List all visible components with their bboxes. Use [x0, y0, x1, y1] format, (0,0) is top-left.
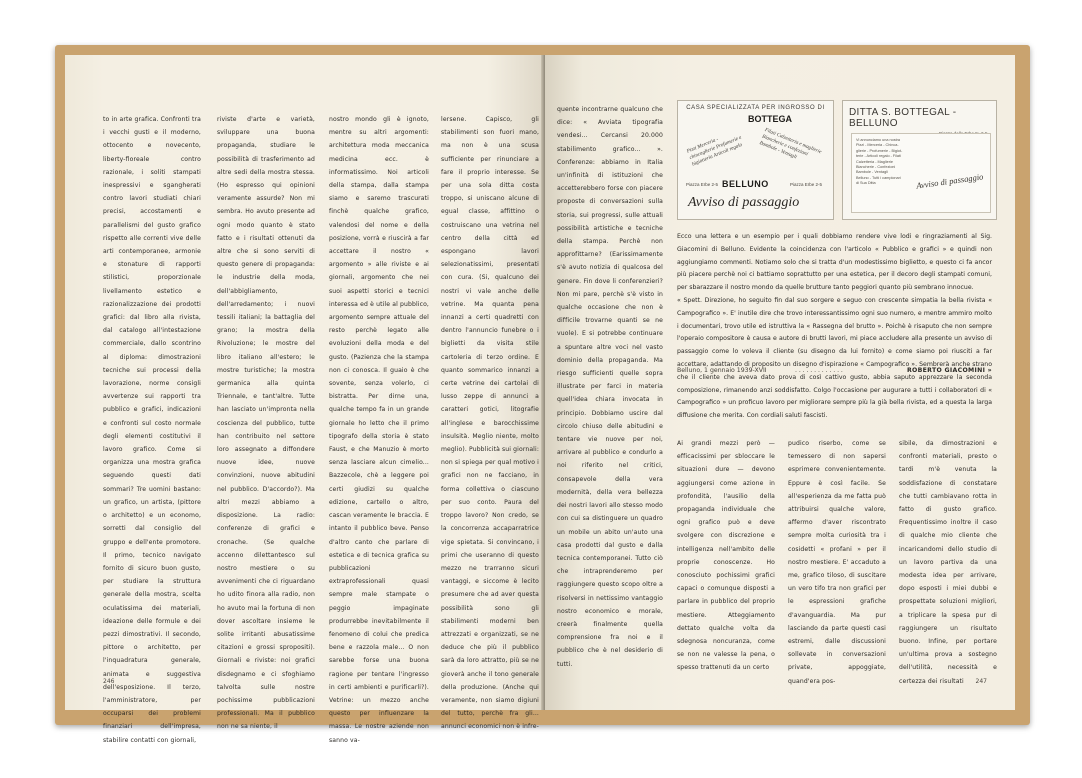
list-item: Calzetteria - Maglierie — [856, 159, 893, 164]
right-column-bottom-2 — [788, 437, 886, 688]
ad-vertical-word: BOTTEGA — [748, 114, 792, 124]
paragraph: nostro mondo gli è ignoto, mentre su altri argomenti: architettura moda meccanica medicina ecc. è informatissimo. Noi articoli della stampa, dalla stampa siamo e saremo trascurati finchè qualche grafico, valendosi del nome e della posizione, vorrà e riuscirà a far accettare il nostro « argomento » alle riviste e ai giornali, argomento che nei suoi aspetti storici e tecnici interessa ed è utile al pubblico, argomento sempre attuale del resto perchè legato alle evoluzioni della moda e del gusto. (Pazienza che la stampa non ci conosca. Il guaio è che sovente, senza volerlo, ci bistratta. Per dirne una, qualche tempo fa in un grande giornale ho letto che il primo tipografo della storia è stato Faust, e che Manuzio è morto senza lasciare alcun cimelio... Bazzecole, chè a leggere poi certi giudizi su qualche edizione, cartello o altro, cascan veramente le braccia. E intanto il pubblico beve. Penso d'altro canto che parlare di estetica e di tecnica grafica su pubblicazioni extraprofessionali quasi sempre male stampate o peggio impaginate produrrebbe inevitabilmente il fenomeno di colui che predica bene e razzola male... O non sarebbe forse una buona ragione per tentare l'ingresso in certi ambienti e purificarli?). Vetrine: un mezzo anche questo per influenzare la massa. Le nostre aziende non sanno va- — [329, 116, 429, 744]
ad-card-original — [677, 100, 834, 220]
paragraph: sibile, da dimostrazioni e confronti materiali, presto o tardi m'è venuta la soddisfazione di constatare che tutti cambiavano rotta in fatto di gusto grafico. Frequentissimo inoltre il caso di qualche mio cliente che incaricandomi dello studio di un lavoro partiva da una modesta idea per arrivare, dopo esposti i miei dubbi e prospettate soluzioni migliori, a triplicare la spesa pur di raggiungere un risultato buono. Infine, per portare un'ultima prova a sostegno dell'utilità, necessità e certezza dei risultati — [899, 440, 997, 685]
paragraph: pudico riserbo, come se temessero di non sapersi esprimere convenientemente. Eppure è così facile. Se all'esperienza da me fatta può attribuirsi qualche valore, affermo d'aver riscontrato sempre molta curiosità tra i cosidetti « profani » per il nostro mestiere. E' accaduto a me, grafico tiloso, di suscitare un vero tifo tra non grafici per le espressioni grafiche d'avanguardia. Ma pur lasciando da parte questi casi estremi, dalle discussioni sollevate in conversazioni private, appoggiate, quand'era pos- — [788, 440, 886, 685]
signature-dots: ............. — [795, 367, 845, 374]
ad-city: BELLUNO — [722, 179, 769, 189]
list-item: Belluno - Tutti i campionari — [856, 175, 901, 180]
ad2-title: DITTA S. BOTTEGAL - BELLUNO — [849, 107, 957, 129]
left-column-4 — [441, 113, 539, 734]
paragraph: lersene. Capisco, gli stabilimenti son fuori mano, ma non è una scusa sufficiente per rinunciare a fare il proprio interesse. Se per una sola ditta costa troppo, si uniscano alcune di egual classe, affittino o costruiscano una vetrina nel centro della città ed espongano lavori selezionatissimi, presentati con cura. (Si, qualcuno dei nostri vi vale anche delle vetrine. Ma quanta pena innanzi a certi quadretti con dentro l'annuncio funebre o i biglietti da visita stile cartoleria di terzo ordine. E quanto sommarico innanzi a certe vetrine dei cartolai di lusso zeppe di annunci a caratteri gotici, litografie all'inglese e barocchissime insulsità. Meglio niente, molto meglio). Pubblicità sui giornali: non si spiega per qual motivo i grafici non ne facciano, in forma collettiva o ciascuno per suo conto. Paura del troppo lavoro? Non credo, se la concorrenza accaparratrice vige spietata. Si convincano, i primi che useranno di questo mezzo ne trarranno sicuri vantaggi, e siccome è lecito presumere che ad aver questa possibilità sono gli stabilimenti moderni ben attrezzati e organizzati, se ne deduce che più il pubblico sarà da loro attratto, più se ne gioverà anche il tono generale della produzione. (Anche qui veramente, non siamo digiuni del tutto, perchè fra gli... annunci economici non è infre- — [441, 116, 539, 731]
list-item: Bambole - Ventagli — [856, 170, 888, 175]
letter-body: « Spett. Direzione, ho seguito fin dal suo sorgere e seguo con crescente simpatia la bella rivista « Campografico ». E' inutile dire che trovo interessantissimo ogni suo numero, e mentre ammiro molto i documentari, trovo utile ed istruttiva la « Rassegna del brutto ». Poichè è risaputo che non sempre l'operaio compositore è causa e autore di brutti lavori, mi piace accludere alla presente un avviso di passaggio come lo voleva il cliente (su disegno da lui fornito) e come siamo poi riusciti a far accettare, adattando di proposito un disegno d'ispirazione « Campografico ». Sembrerà anche strano che il cliente che aveva dato prova di così cattivo gusto, abbia saputo apprezzare la seconda composizione, rimanendo anzi soddisfatto. Colgo l'occasione per augurare a tutti i collaboratori di « Campografico » un proficuo lavoro per migliorare sempre più la già bella rivista, ed a questa la larga diffusione che merita. Con cordiali saluti fascisti. — [677, 296, 992, 420]
ad2-script-title: Avviso di passaggio — [915, 171, 984, 191]
right-column-top — [557, 103, 663, 668]
list-item: Vi annunciamo una nostra — [856, 138, 901, 142]
paragraph: riviste d'arte e varietà, sviluppare una buona propaganda, studiare le possibilità di trasferimento ad altre sedi della mostra stessa. (Ho espresso qui opinioni veramente assurde? Non mi sembra. Ho avuto presente ad ogni modo quanto è stato fatto e i risultati ottenuti da altre che si sono serviti di questo genere di propaganda: le industrie della moda, dell'abbigliamento, dell'arredamento; i nuovi tessili italiani; la battaglia del grano; la mostra della Rivoluzione; le mostre del libro italiano all'estero; le mostre turistiche; la mostra germanica alla quinta Triennale, e tant'altre. Tutte han lasciato un'impronta nella coscienza del pubblico, tutte han contribuito nel settore loro assegnato a diffondere nuove idee, nuove convinzioni, nuove abitudini nel pubblico. D'accordo?). Ma altri mezzi abbiamo a disposizione. La radio: conferenze di grafici e cronache. (Se qualche accenno dilettantesco sul nostro mestiere o su avvenimenti che ci riguardano ho udito finora alla radio, non ho avuto mai la fortuna di non dover ascoltare insieme le solite irritanti abusatissime citazioni e grossi spropositi). Giornali e riviste: noi grafici disdegnamo e ci sfoghiamo talvolta sulle nostre pochissime pubblicazioni professionali. Ma il pubblico non ne sa niente, il — [217, 116, 315, 731]
right-page — [545, 55, 1015, 710]
signature-date: Belluno, 1 gennaio 1939-XVII — [677, 367, 767, 374]
page-number-right: 247 — [975, 678, 987, 685]
ad2-inner-card — [851, 133, 991, 213]
ad2-product-list — [856, 138, 912, 187]
list-item: glierie - Profumerie - Bigiot- — [856, 148, 903, 153]
left-page — [65, 55, 545, 744]
ad-script-title: Avviso di passaggio — [688, 195, 800, 210]
letter-block — [677, 231, 992, 423]
page-number-left: 246 — [103, 678, 115, 685]
ad-address-right: Piazza Erbe 2-5 — [790, 182, 823, 187]
list-item: di Sua Ditta — [856, 181, 876, 186]
ad-card-redesign — [842, 100, 997, 220]
left-column-1 — [103, 113, 201, 747]
left-column-2 — [217, 113, 315, 734]
signature-name: ROBERTO GIACOMINI » — [906, 367, 992, 374]
paragraph: to in arte grafica. Confronti tra i vecchi gusti e il moderno, ottocento e novecento, liberty-floreale contro razionale, i soliti stampati inespressivi e sgangherati contro lavori studiati chiari precisi, accostamenti e parallelismi del gusto grafico rispetto alle correnti vive delle arti contemporanee, armonie e stonature di rapporti stilistici, proporzionale livellamento estetico e razionalizzazione dei prodotti grafici: dal libro alla rivista, dal catalogo all'intestazione commerciale, dallo scontrino al diploma: dimostrazioni tecniche sui processi della lavorazione, norme consigli avvertenze sui rapporti tra pubblico e grafici, indicazioni e confronti sul costo normale degli elementi costitutivi il lavoro grafico. Come si organizza una mostra grafica seguendo questi dati sommari? Tre uomini bastano: un grafico, un artista, (pittore o architetto) e un economo, sorretti dal consiglio del gruppo e dell'ente promotore. Il primo, tecnico navigato fornito di sicuro buon gusto, per studiare la struttura generale della mostra, scelta oculatissima dei materiali, ideazione delle formule e dei pezzi dimostrativi. Il secondo, pittore o architetto, per l'inquadratura generale, animata e suggestiva dell'esposizione. Il terzo, l'amministratore, per occuparsi dei problemi finanziari dell'impresa, stabilire contatti con giornali, — [103, 116, 201, 744]
letter-intro: Ecco una lettera e un esempio per i quali dobbiamo rendere vive lodi e ringraziamenti al Sig. Giacomini di Belluno. Evidente la coincidenza con l'articolo « Pubblico e grafici » e quindi non aggiungiamo commenti. Notiamo solo che si tratta d'un modestissimo biglietto, e questo ci fa ancor più piacere perchè noi ci battiamo soprattutto per una estetica, per il decoro degli stampati comuni, per sbarazzare il nostro mondo da quelle brutture tanto peggiori quanto più sembrano innocue. — [677, 233, 992, 292]
paragraph: quente incontrarne qualcuno che dice: « Avviata tipografia vendesi... Cercansi 20.000 stabilimento grafico... ». Conferenze: abbiamo in Italia un'infinità di istituzioni che accetterebbero forse con piacere proposte di conversazioni sulla storia, sui progressi, sulle attuali possibilità artistiche e tecniche della stampa. Perchè non approfittarne? (Earissimamente s'è avuto notizia di qualcosa del genere. Fin dove li conferenzieri? Non mi pare, perchè s'è visto in qualche occasione che non è difficile trovarne quanti se ne vuole). E si potrebbe continuare a spuntare altre voci nel vasto dominio della propaganda. Ma riesgo sufficienti quelle sopra illustrate per farci in materia quell'idea chiara invocata in principio. Dobbiamo uscire dal circolo chiuso delle abitudini e tentare vie nuove per noi, arrivare al pubblico e condurlo a noi riferito nel critici, consapevole della vera modernità, della vera bellezza dei nostri lavori allo stesso modo con cui sa distinguere un quadro un mobile un abito un'auto una casa prodotti dal gusto e dalla tecnica contemporanei. Tutto ciò che intraprenderemo per raggiungere questo scopo oltre a risolversi in nettissimo vantaggio nostro economico e morale, creerà finalmente quella comprensione fra noi e il pubblico che è nel desiderio di tutti. — [557, 106, 663, 668]
advertisement-examples — [677, 100, 997, 218]
list-item: Biancherie - Confezioni — [856, 165, 896, 170]
list-item: Pizzi - Merceria - Chinca- — [856, 143, 899, 148]
right-column-bottom-3 — [899, 437, 997, 688]
left-column-3 — [329, 113, 429, 747]
right-column-bottom-1 — [677, 437, 775, 675]
signature-row — [677, 367, 992, 379]
ad-header: CASA SPECIALIZZATA PER INGROSSO DI — [686, 105, 825, 111]
ad-address-left: Piazza Erbe 2-5 — [686, 182, 719, 187]
list-item: terie - Articoli regalo - Filati — [856, 154, 901, 159]
paragraph: Ai grandi mezzi però — efficacissimi per sbloccare le situazioni dure — devono aggiungersi come azione in profondità, l'ausilio della propaganda individuale che ogni grafico può e deve svolgere con discrezione e intelligenza nell'ambito delle proprie conoscenze. Ho conosciuto pochissimi grafici capaci o comunque disposti a parlare in pubblico del proprio mestiere. Atteggiamento dettato qualche volta da sdegnosa noncuranza, come se non ne valesse la pena, o spesso trattenuti da un certo — [677, 440, 775, 672]
ad-diagonal-right: Filati Calzetteria e maglierie Biancherie e confezioni Bambole - Ventagli — [758, 127, 823, 161]
ad-diagonal-left: Pizzi Merceria - chincaglierie Profumerie e bigiotteria Articoli regalo — [686, 134, 744, 168]
